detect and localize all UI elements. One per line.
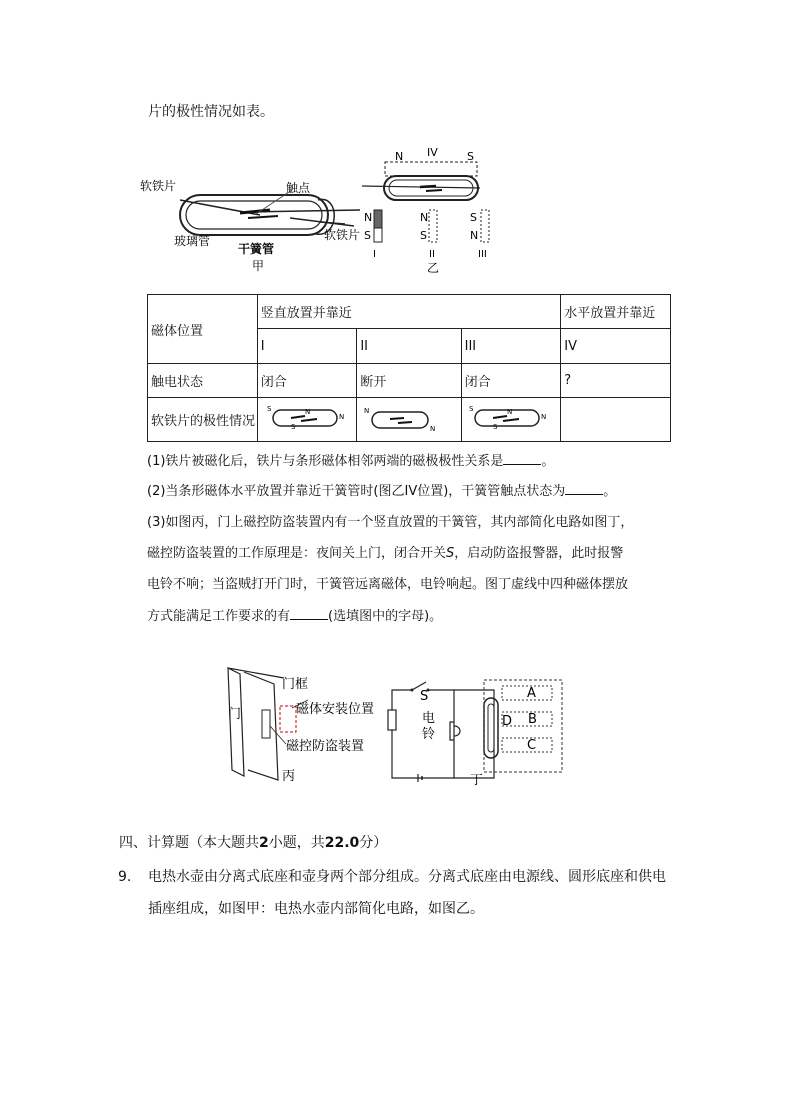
state-ii: 断开 xyxy=(357,364,461,398)
pol-iii-n2: N xyxy=(540,412,546,421)
polarity-ii-diagram xyxy=(360,402,450,434)
section-4-heading xyxy=(119,834,387,852)
state-i: 闭合 xyxy=(257,364,357,398)
pol-iii-s2: S xyxy=(492,422,498,431)
answer-blank-3[interactable] xyxy=(290,607,328,620)
pos-iv: IV xyxy=(561,329,671,364)
figure-reed-switch-jia-yi xyxy=(140,140,500,280)
figure-bing xyxy=(228,668,374,784)
question-3-line-4 xyxy=(147,607,442,626)
question-3-line-3: 电铃不响；当盗贼打开门时，干簧管远离磁体，电铃响起。图丁虚线中四种磁体摆放 xyxy=(147,577,629,592)
question-2 xyxy=(147,482,616,501)
question-9-number: 9. xyxy=(118,869,132,885)
question-1-end: 。 xyxy=(541,454,555,469)
figure-bing-ding xyxy=(222,660,572,790)
label-a: A xyxy=(527,686,536,701)
caption-jia: 甲 xyxy=(252,259,265,273)
label-top-iv: IV xyxy=(427,146,438,159)
question-9-line-1: 电热水壶由分离式底座和壶身两个部分组成。分离式底座由电源线、圆形底座和供电 xyxy=(148,869,666,885)
magnet-iii-s: S xyxy=(470,211,477,224)
label-d: D xyxy=(502,714,513,729)
pol-i-s2: S xyxy=(290,422,296,431)
pos-iii: III xyxy=(461,329,561,364)
th-contact-state: 触电状态 xyxy=(148,364,258,398)
polarity-iii-cell xyxy=(461,398,561,442)
magnet-i-s: S xyxy=(364,229,371,242)
label-magnet-position: 磁体安装位置 xyxy=(296,702,375,717)
question-3-line-2 xyxy=(147,545,623,563)
th-magnet-position: 磁体位置 xyxy=(148,295,258,364)
answer-blank-2[interactable] xyxy=(565,482,603,495)
pol-ii-n1: N xyxy=(364,406,370,415)
label-c: C xyxy=(527,738,537,753)
label-bell-2: 铃 xyxy=(422,727,436,742)
polarity-table xyxy=(147,294,671,442)
question-3-line-2a: 磁控防盗装置的工作原理是：夜间关上门，闭合开关 xyxy=(147,546,447,561)
switch-symbol: S xyxy=(446,546,455,561)
magnet-iii-label: III xyxy=(478,249,487,260)
state-iii: 闭合 xyxy=(461,364,561,398)
magnet-ii-label: II xyxy=(429,249,435,260)
label-reed-switch: 干簧管 xyxy=(238,242,275,256)
caption-bing: 丙 xyxy=(282,769,296,784)
magnet-iii-n: N xyxy=(470,229,479,242)
label-top-n: N xyxy=(395,150,404,163)
label-door-frame: 门框 xyxy=(282,677,309,692)
magnet-ii-s: S xyxy=(420,229,427,242)
question-1-text: (1)铁片被磁化后，铁片与条形磁体相邻两端的磁极极性关系是 xyxy=(147,454,504,469)
figure-yi xyxy=(362,146,489,275)
figure-jia xyxy=(140,178,360,273)
label-device: 磁控防盗装置 xyxy=(286,739,365,754)
question-1 xyxy=(147,452,554,471)
label-top-s: S xyxy=(467,150,474,163)
label-b: B xyxy=(528,712,537,727)
polarity-iii-diagram xyxy=(465,402,555,434)
th-polarity: 软铁片的极性情况 xyxy=(148,398,258,442)
answer-blank-1[interactable] xyxy=(503,452,541,465)
magnet-ii-n: N xyxy=(420,211,429,224)
polarity-i-diagram xyxy=(261,402,351,434)
caption-ding: 丁 xyxy=(470,773,484,788)
section-4-heading-c: 分） xyxy=(359,835,388,851)
question-2-end: 。 xyxy=(603,484,617,499)
pol-i-n1: N xyxy=(304,407,310,416)
figure-ding xyxy=(388,680,562,788)
question-3-line-1: (3)如图丙，门上磁控防盗装置内有一个竖直放置的干簧管，其内部简化电路如图丁， xyxy=(147,515,634,530)
pos-i: I xyxy=(257,329,357,364)
state-iv: ? xyxy=(561,364,671,398)
th-vertical-group: 竖直放置并靠近 xyxy=(257,295,561,329)
pol-i-s: S xyxy=(266,404,272,413)
question-2-text: (2)当条形磁体水平放置并靠近干簧管时(图乙IV位置)，干簧管触点状态为 xyxy=(147,484,566,499)
pol-ii-n2: N xyxy=(430,424,436,433)
caption-yi: 乙 xyxy=(427,261,440,275)
section-4-heading-a: 四、计算题（本大题共 xyxy=(119,835,259,851)
section-4-heading-b: 小题，共 xyxy=(268,835,325,851)
pol-i-n2: N xyxy=(338,412,344,421)
intro-line: 片的极性情况如表。 xyxy=(148,104,274,120)
question-9-line-2: 插座组成，如图甲：电热水壶内部简化电路，如图乙。 xyxy=(148,901,484,917)
question-3-line-4b: (选填图中的字母)。 xyxy=(328,609,443,624)
question-3-line-2b: ，启动防盗报警器，此时报警 xyxy=(454,546,624,561)
label-glass-tube: 玻璃管 xyxy=(174,234,211,248)
polarity-i-cell xyxy=(257,398,357,442)
section-4-score: 22.0 xyxy=(324,835,360,851)
label-bell-1: 电 xyxy=(422,711,436,726)
label-switch-s: S xyxy=(420,689,429,704)
pol-iii-s1: S xyxy=(468,404,474,413)
magnet-i-label: I xyxy=(373,249,376,260)
polarity-ii-cell xyxy=(357,398,461,442)
pos-ii: II xyxy=(357,329,461,364)
label-soft-iron-left: 软铁片 xyxy=(140,179,177,193)
magnet-i-n: N xyxy=(364,211,373,224)
question-3-line-4a: 方式能满足工作要求的有 xyxy=(147,609,291,624)
label-soft-iron-right: 软铁片 xyxy=(324,228,361,242)
section-4-count: 2 xyxy=(259,835,269,851)
pol-iii-n1: N xyxy=(506,407,512,416)
polarity-iv-cell xyxy=(561,398,671,442)
label-contact: 触点 xyxy=(286,181,311,195)
label-door: 门 xyxy=(228,707,242,722)
th-horizontal-group: 水平放置并靠近 xyxy=(561,295,671,329)
